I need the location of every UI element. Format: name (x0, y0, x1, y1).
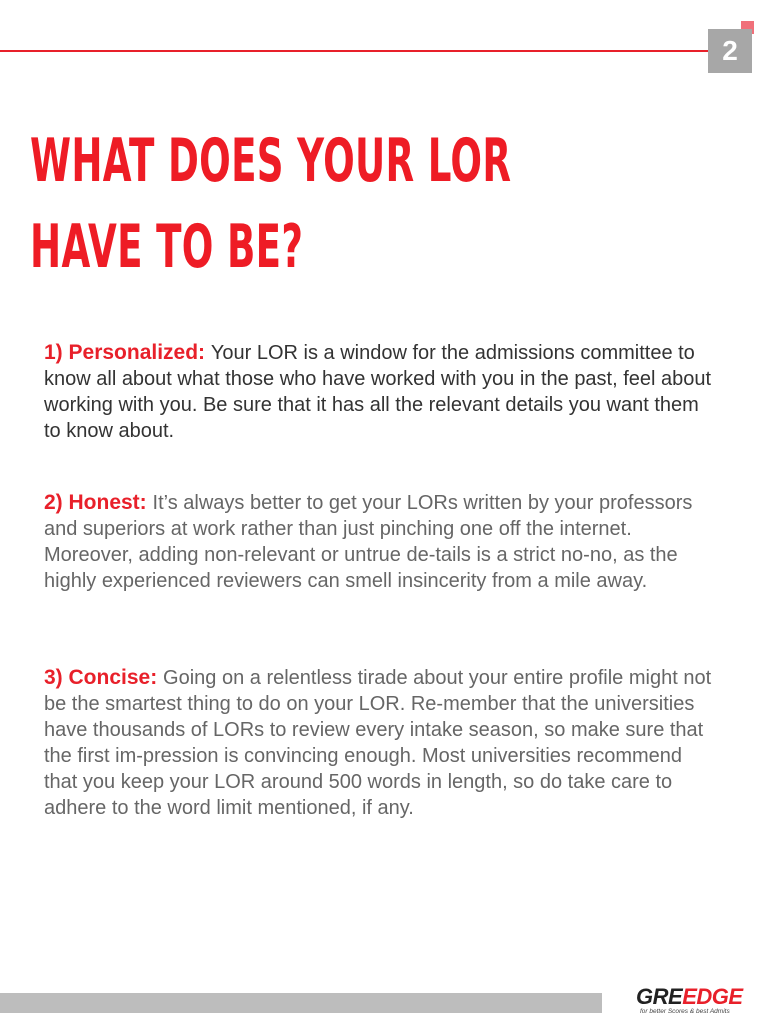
page-title-line-1: WHAT DOES YOUR LOR (30, 126, 512, 196)
section-body: Going on a relentless tirade about your entire profile might not be the smartest thing to do on your LOR. Re-member that the universities have thousands of LORs to review every intake season, so make sure that the first im-pression is convincing enough. Most universities recommend that you keep your LOR around 500 words in length, so do take care to adhere to the word limit mentioned, if any. (44, 667, 712, 819)
greedge-logo (636, 986, 746, 1018)
section-concise (44, 665, 714, 821)
section-honest (44, 490, 714, 594)
section-lead: 2) Honest: (44, 491, 153, 514)
top-rule (0, 50, 708, 52)
section-lead: 3) Concise: (44, 666, 164, 689)
logo-edge: EDGE (682, 984, 743, 1009)
section-body: It’s always better to get your LORs written by your professors and superiors at work rather than just pinching one off the internet. Moreover, adding non-relevant or untrue de-tails is a strict no-no, as the highly experienced reviewers can smell insincerity from a mile away. (44, 492, 693, 592)
logo-wordmark (636, 986, 746, 1008)
footer-bar (0, 993, 602, 1013)
logo-tagline: for better Scores & best Admits (640, 1008, 730, 1015)
page-title-line-2: HAVE TO BE? (30, 212, 304, 282)
section-lead: 1) Personalized: (44, 341, 211, 364)
page-number-badge: 2 (708, 29, 752, 73)
logo-gre: GRE (636, 984, 683, 1009)
section-body: Your LOR is a window for the admissions committee to know all about what those who have worked with you in the past, feel about working with you. Be sure that it has all the relevant details you want them to know about. (44, 342, 712, 442)
page-title (30, 118, 512, 290)
section-personalized (44, 340, 714, 444)
